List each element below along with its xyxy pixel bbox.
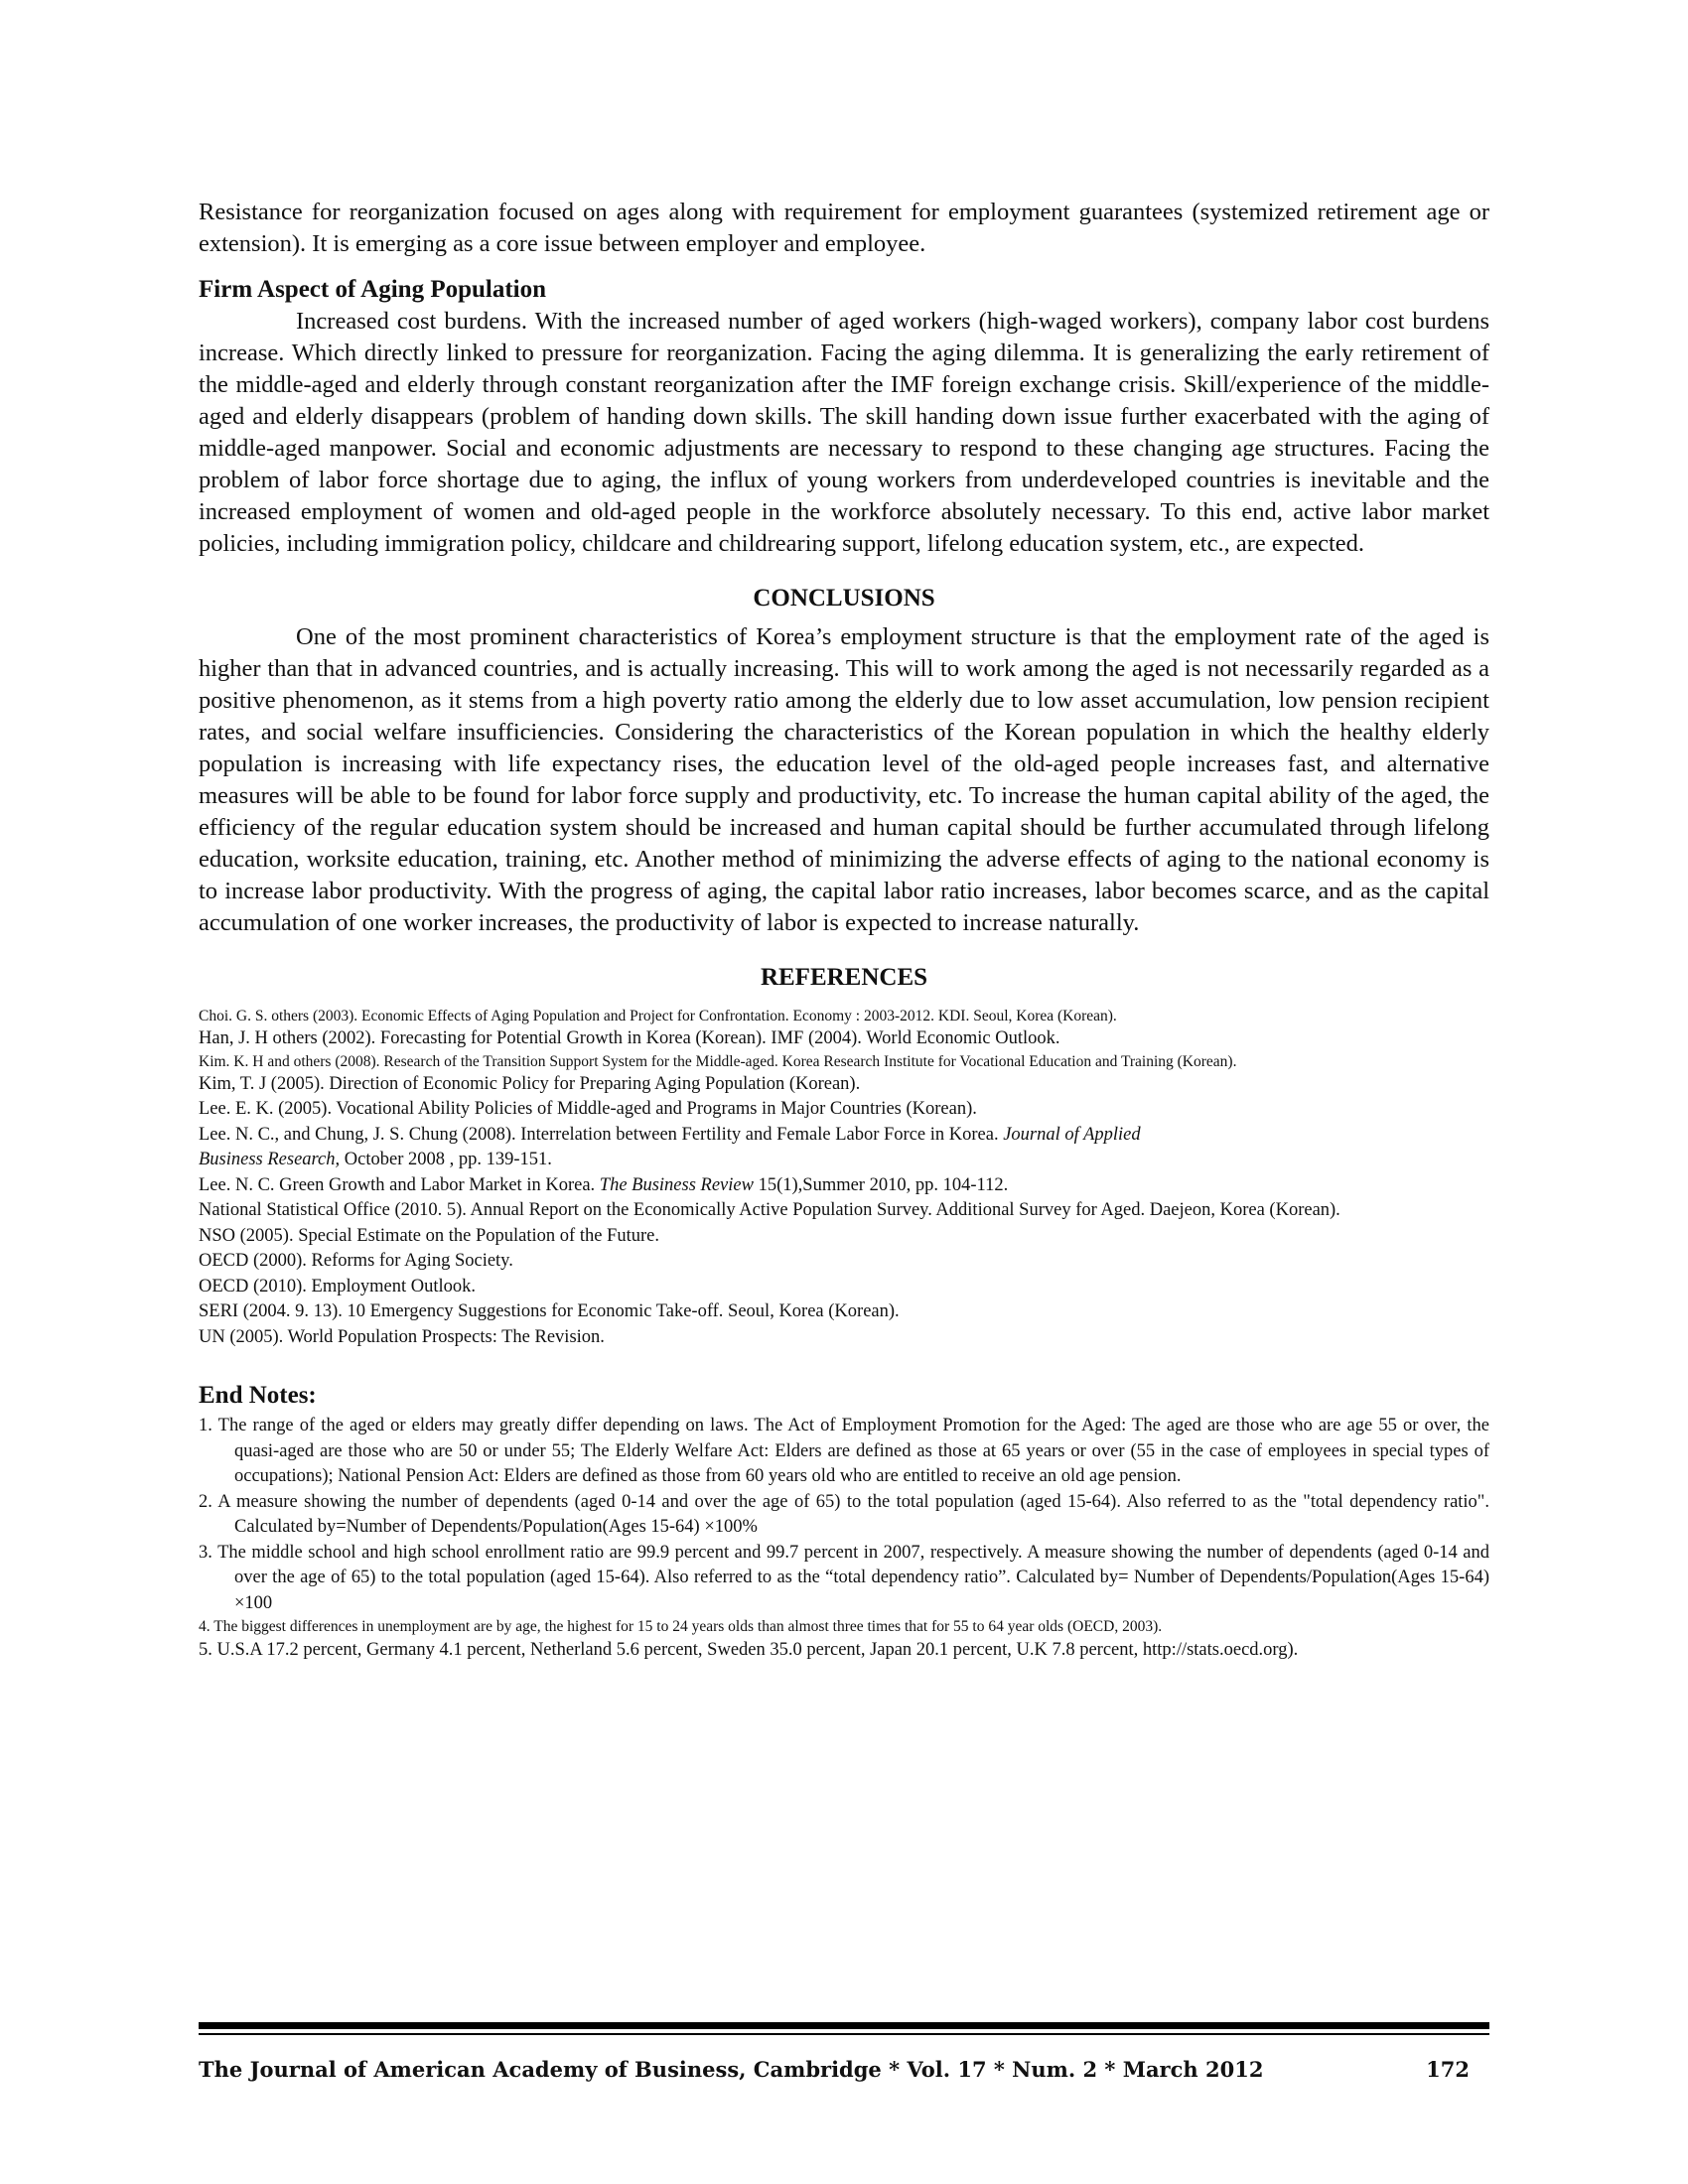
journal-citation: The Journal of American Academy of Business, Cambridge * Vol. 17 * Num. 2 * March 2012 xyxy=(199,2057,1264,2082)
journal-title: Business Research, xyxy=(199,1150,341,1169)
end-notes-list xyxy=(199,1414,1489,1664)
reference-item: UN (2005). World Population Prospects: The Revision. xyxy=(199,1326,605,1347)
reference-item: Lee. E. K. (2005). Vocational Ability Policies of Middle-aged and Programs in Major Countries (Korean). xyxy=(199,1099,977,1119)
intro-paragraph: Resistance for reorganization focused on ages along with requirement for employment guarantees (systemized retirement age or extension). It is emerging as a core issue between employer and employee. xyxy=(199,199,1489,257)
reference-item: National Statistical Office (2010. 5). Annual Report on the Economically Active Population Survey. Additional Survey for Aged. Daejeon, Korea (Korean). xyxy=(199,1200,1340,1220)
conclusions-heading: CONCLUSIONS xyxy=(753,585,935,612)
end-note-item: 4. The biggest differences in unemployment are by age, the highest for 15 to 24 years olds than almost three times that for 55 to 64 year olds (OECD, 2003). xyxy=(199,1618,1163,1635)
reference-item: Han, J. H others (2002). Forecasting for Potential Growth in Korea (Korean). IMF (2004). World Economic Outlook. xyxy=(199,1028,1060,1048)
reference-text: Lee. N. C. Green Growth and Labor Market in Korea. xyxy=(199,1174,596,1195)
reference-item: Choi. G. S. others (2003). Economic Effects of Aging Population and Project for Confrontation. Economy : 2003-2012. KDI. Seoul, Korea (Korean). xyxy=(199,1008,1117,1024)
firm-aspect-paragraph: Increased cost burdens. With the increased number of aged workers (high-waged workers), company labor cost burdens increase. Which directly linked to pressure for reorganization. Facing the aging dilemma. It is generalizing the early retirement of the middle-aged and elderly through constant reorganization after the IMF foreign exchange crisis. Skill/experience of the middle-aged and elderly disappears (problem of handing down skills. The skill handing down issue further exacerbated with the aging of middle-aged manpower. Social and economic adjustments are necessary to respond to these changing age structures. Facing the problem of labor force shortage due to aging, the influx of young workers from underdeveloped countries is inevitable and the increased employment of women and old-aged people in the workforce absolutely necessary. To this end, active labor market policies, including immigration policy, childcare and childrearing support, lifelong education system, etc., are expected. xyxy=(199,308,1489,557)
page-footer xyxy=(199,2057,1470,2082)
page-number: 172 xyxy=(1426,2057,1470,2082)
end-note-item: 1. The range of the aged or elders may greatly differ depending on laws. The Act of Employment Promotion for the Aged: The aged are those who are age 55 or over, the quasi-aged are those who are 50 or under 55; The Elderly Welfare Act: Elders are defined as those at 65 years or over (55 in the case of employees in special types of occupations); National Pension Act: Elders are defined as those from 60 years old who are entitled to receive an old age pension. xyxy=(199,1416,1489,1486)
reference-item: SERI (2004. 9. 13). 10 Emergency Suggestions for Economic Take-off. Seoul, Korea (Korean). xyxy=(199,1301,900,1321)
end-notes-heading: End Notes: xyxy=(199,1382,317,1409)
reference-item: NSO (2005). Special Estimate on the Population of the Future. xyxy=(199,1225,659,1246)
reference-text: October 2008 , pp. 139-151. xyxy=(344,1150,552,1169)
reference-item xyxy=(199,1123,1489,1173)
reference-item: OECD (2000). Reforms for Aging Society. xyxy=(199,1251,513,1271)
end-note-item: 3. The middle school and high school enrollment ratio are 99.9 percent and 99.7 percent in 2007, respectively. A measure showing the number of dependents (aged 0-14 and over the age of 65) to the total population (aged 15-64). Also referred to as the “total dependency ratio”. Calculated by= Number of Dependents/Population(Ages 15-64) ×100 xyxy=(199,1542,1489,1613)
firm-aspect-heading: Firm Aspect of Aging Population xyxy=(199,276,547,303)
footer-rule xyxy=(199,2022,1489,2029)
journal-title: Journal of Applied xyxy=(1003,1124,1141,1145)
journal-title: The Business Review xyxy=(599,1174,754,1195)
page-body xyxy=(199,197,1489,1664)
reference-text: Lee. N. C., and Chung, J. S. Chung (2008). Interrelation between Fertility and Female Labor Force in Korea. xyxy=(199,1124,999,1145)
reference-item xyxy=(199,1173,1489,1199)
end-note-item: 2. A measure showing the number of dependents (aged 0-14 and over the age of 65) to the total population (aged 15-64). Also referred to as the "total dependency ratio". Calculated by=Number of Dependents/Population(Ages 15-64) ×100% xyxy=(199,1491,1489,1537)
reference-item: Kim. K. H and others (2008). Research of the Transition Support System for the Middle-aged. Korea Research Institute for Vocational Education and Training (Korean). xyxy=(199,1052,1237,1070)
footer-rule-thin xyxy=(199,2033,1489,2035)
end-note-item: 5. U.S.A 17.2 percent, Germany 4.1 percent, Netherland 5.6 percent, Sweden 35.0 percent, Japan 20.1 percent, U.K 7.8 percent, http://stats.oecd.org). xyxy=(199,1640,1299,1660)
conclusions-paragraph: One of the most prominent characteristics of Korea’s employment structure is that the employment rate of the aged is higher than that in advanced countries, and is actually increasing. This will to work among the aged is not necessarily regarded as a positive phenomenon, as it stems from a high poverty ratio among the elderly due to low asset accumulation, low pension recipient rates, and social welfare insufficiencies. Considering the characteristics of the Korean population in which the healthy elderly population is increasing with life expectancy rises, the education level of the old-aged people increases fast, and alternative measures will be able to be found for labor force supply and productivity, etc. To increase the human capital ability of the aged, the efficiency of the regular education system should be increased and human capital should be further accumulated through lifelong education, worksite education, training, etc. Another method of minimizing the adverse effects of aging to the national economy is to increase labor productivity. With the progress of aging, the capital labor ratio increases, labor becomes scarce, and as the capital accumulation of one worker increases, the productivity of labor is expected to increase naturally. xyxy=(199,623,1489,936)
reference-item: Kim, T. J (2005). Direction of Economic Policy for Preparing Aging Population (Korean). xyxy=(199,1073,861,1094)
reference-text: 15(1),Summer 2010, pp. 104-112. xyxy=(758,1174,1009,1195)
references-heading: REFERENCES xyxy=(760,964,928,991)
reference-list xyxy=(199,1007,1489,1350)
reference-item: OECD (2010). Employment Outlook. xyxy=(199,1276,477,1297)
